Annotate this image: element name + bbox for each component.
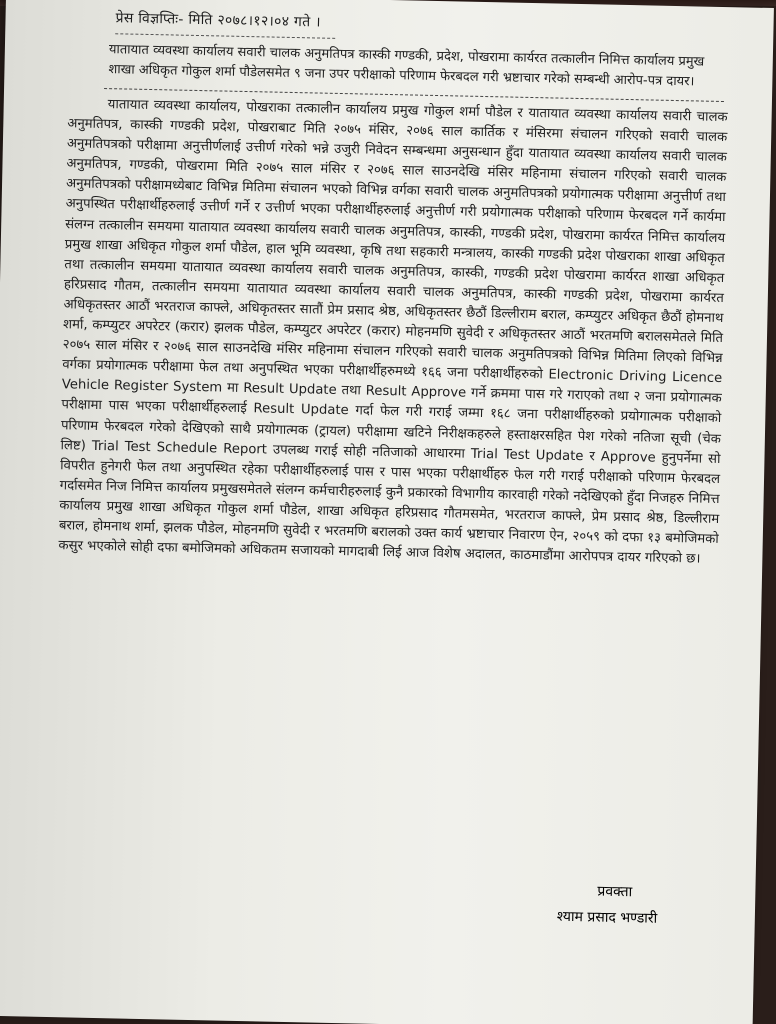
press-release-subject: यातायात व्यवस्था कार्यालय सवारी चालक अनुमतिपत्र कास्की गण्डकी, प्रदेश, पोखरामा कार्यरत तत्कालीन निमित्त कार्यालय प्रमुख शाखा अधिकृत गोकुल शर्मा पौडेलसमेत ९ जना उपर परीक्षाको परिणाम फेरबदल गरी भ्रष्टाचार गरेको सम्बन्धी आरोप-पत्र दायर।	[108, 42, 705, 90]
spokesperson-role: प्रवक्ता	[597, 883, 633, 901]
press-release-body: यातायात व्यवस्था कार्यालय, पोखराका तत्कालीन कार्यालय प्रमुख गोकुल शर्मा पौडेल र यातायात व्यवस्था कार्यालय सवारी चालक अनुमतिपत्र, कास्की गण्डकी प्रदेश, पोखराबाट मिति २०७५ मंसिर, २०७६ साल कार्तिक र मंसिरमा संचालन गरिएको सवारी चालक अनुमतिपत्रको परीक्षामा अनुत्तीर्णलाई उत्तीर्ण गरेको भन्ने उजुरी निवेदन सम्बन्धमा अनुसन्धान हुँदा यातायात व्यवस्था कार्यालय सवारी चालक अनुमतिपत्र, गण्डकी, पोखरामा मिति २०७५ साल मंसिर र २०७६ साल साउनदेखि मंसिर महिनामा संचालन गरिएको सवारी चालक अनुमतिपत्रको परीक्षामध्येबाट विभिन्न मितिमा संचालन भएको विभिन्न वर्गका सवारी चालक अनुमतिपत्रको प्रयोगात्मक परीक्षामा अनुत्तीर्ण तथा अनुपस्थित परीक्षार्थीहरुलाई उत्तीर्ण गर्ने र उत्तीर्ण भएका परीक्षार्थीहरुलाई अनुत्तीर्ण गरी प्रयोगात्मक परीक्षाको परिणाम फेरबदल गर्ने कार्यमा संलग्न तत्कालीन समयमा यातायात व्यवस्था कार्यालय सवारी चालक अनुमतिपत्र, कास्की, गण्डकी प्रदेश, पोखरामा कार्यरत निमित्त कार्यालय प्रमुख शाखा अधिकृत गोकुल शर्मा पौडेल, हाल भूमि व्यवस्था, कृषि तथा सहकारी मन्त्रालय, कास्की गण्डकी प्रदेश पोखराका शाखा अधिकृत तथा तत्कालीन समयमा यातायात व्यवस्था कार्यालय सवारी चालक अनुमतिपत्र, कास्की, गण्डकी प्रदेश पोखरामा कार्यरत शाखा अधिकृत हरिप्रसाद गौतम, तत्कालीन समयमा यातायात व्यवस्था कार्यालय सवारी चालक अनुमतिपत्र, कास्की गण्डकी प्रदेश, पोखरामा कार्यरत अधिकृतस्तर आठौं भरतराज काफ्ले, अधिकृतस्तर सातौं प्रेम प्रसाद श्रेष्ठ, अधिकृतस्तर छैठौं डिल्लीराम बराल, कम्प्युटर अधिकृत छैठौं होमनाथ शर्मा, कम्प्युटर अपरेटर (करार) झलक पौडेल, कम्प्युटर अपरेटर (करार) मोहनमणि सुवेदी र अधिकृतस्तर आठौं भरतमणि बरालसमेतले मिति २०७५ साल मंसिर र २०७६ साल साउनदेखि मंसिर महिनामा संचालन गरिएको सवारी चालक अनुमतिपत्रको विभिन्न मितिमा लिएको विभिन्न वर्गका प्रयोगात्मक परीक्षामा फेल तथा अनुपस्थित भएका परीक्षार्थीहरुमध्ये १६६ जना परीक्षार्थीहरुको Electronic Driving Licence Vehicle Register System मा Result Update तथा Result Approve गर्ने क्रममा पास गरे गराएको तथा २ जना प्रयोगात्मक परीक्षामा पास भएका परीक्षार्थीहरुलाई Result Update गर्दा फेल गरी गराई जम्मा १६८ जना परीक्षार्थीहरुको प्रयोगात्मक परीक्षाको परिणाम फेरबदल गरेको देखिएको साथै प्रयोगात्मक (ट्रायल) परीक्षामा खटिने निरीक्षकहरुले हस्ताक्षरसहित पेश गरेको नतिजा सूची (चेक लिष्ट) Trial Test Schedule Report उपलब्ध गराई सोही नतिजाको आधारमा Trial Test Update र Approve हुनुपर्नेमा सो विपरीत हुनेगरी फेल तथा अनुपस्थित रहेका परीक्षार्थीहरुलाई पास र पास भएका परीक्षार्थीहरु फेल गरी गराई परीक्षाको परिणाम फेरबदल गर्दासमेत निज निमित्त कार्यालय प्रमुखसमेतले संलग्न कर्मचारीहरुलाई कुनै प्रकारको विभागीय कारवाही गरेको नदेखिएको हुँदा निजहरु निमित्त कार्यालय प्रमुख शाखा अधिकृत गोकुल शर्मा पौडेल, शाखा अधिकृत हरिप्रसाद गौतमसमेत, भरतराज काफ्ले, प्रेम प्रसाद श्रेष्ठ, डिल्लीराम बराल, होमनाथ शर्मा, झलक पौडेल, मोहनमणि सुवेदी र भरतमणि बरालको उक्त कार्य भ्रष्टाचार निवारण ऐन, २०५९ को दफा १३ बमोजिमको कसुर भएकोले सोही दफा बमोजिमको अधिकतम सजायको मागदाबी लिई आज विशेष अदालत, काठमाडौंमा आरोपपत्र दायर गरिएको छ।	[58, 97, 728, 567]
signature-block	[557, 878, 718, 933]
date-underline	[115, 33, 335, 39]
spokesperson-name: श्याम प्रसाद भण्डारी	[556, 908, 658, 927]
press-release-content	[54, 0, 736, 570]
press-release-date-line: प्रेस विज्ञप्तिः- मिति २०७८।१२।०४ गते ।	[115, 10, 321, 31]
